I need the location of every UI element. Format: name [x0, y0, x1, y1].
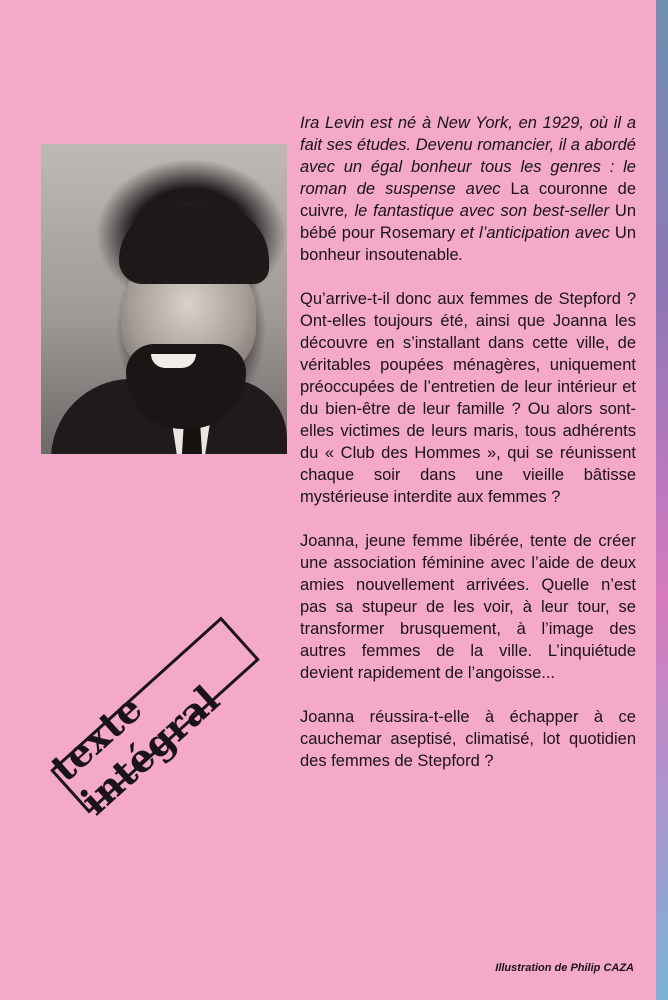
- synopsis-paragraph: Qu’arrive-t-il donc aux femmes de Stepford ? Ont-elles toujours été, ainsi que Joanna les découvre en s’installant dans cette ville, de véritables poupées ménagères, uniquement préoccupées de l’entretien de leur intérieur et du bien-être de leur famille ? Ou alors sont-elles victimes de leurs maris, tous adhérents du « Club des Hommes », qui se réunissent chaque soir dans une vieille bâtisse mystérieuse interdite aux femmes ?: [300, 290, 636, 506]
- bio-title: La couronne de cuivre: [300, 180, 636, 220]
- texte-integral-stamp: [41, 616, 260, 824]
- photo-hair: [119, 206, 269, 284]
- bio-part: Ira Levin est né à New York, en 1929, où il a fait ses études. Devenu romancier, il a abordé avec un égal bonheur tous les genres : le roman de suspense avec: [300, 114, 636, 198]
- synopsis-paragraph: Joanna réussira-t-elle à échapper à ce cauchemar aseptisé, climatisé, lot quotidien des femmes de Stepford ?: [300, 708, 636, 770]
- bio-title: Un bonheur insoutenable: [300, 224, 636, 264]
- photo-mouth: [151, 354, 196, 368]
- author-photo: [41, 144, 287, 454]
- stamp-label: texte intégral: [41, 676, 228, 824]
- illustration-credit: Illustration de Philip CAZA: [495, 962, 634, 974]
- bio-part: et l’anticipation avec: [455, 224, 615, 242]
- bio-part: .: [458, 246, 464, 264]
- bio-part: , le fantastique avec son best-seller: [344, 202, 615, 220]
- blurb-column: [300, 112, 636, 794]
- synopsis-paragraph: Joanna, jeune femme libérée, tente de créer une association féminine avec l’aide de deux amies nouvellement arrivées. Quelle n’est pas sa stupeur de les voir, à leur tour, se transformer brusquement, à l’image des autres femmes de la ville. L’inquiétude devient rapidement de l’angoisse...: [300, 532, 636, 682]
- bio-title: Un bébé pour Rosemary: [300, 202, 636, 242]
- cover-edge-strip: [656, 0, 668, 1000]
- author-bio: [300, 112, 636, 266]
